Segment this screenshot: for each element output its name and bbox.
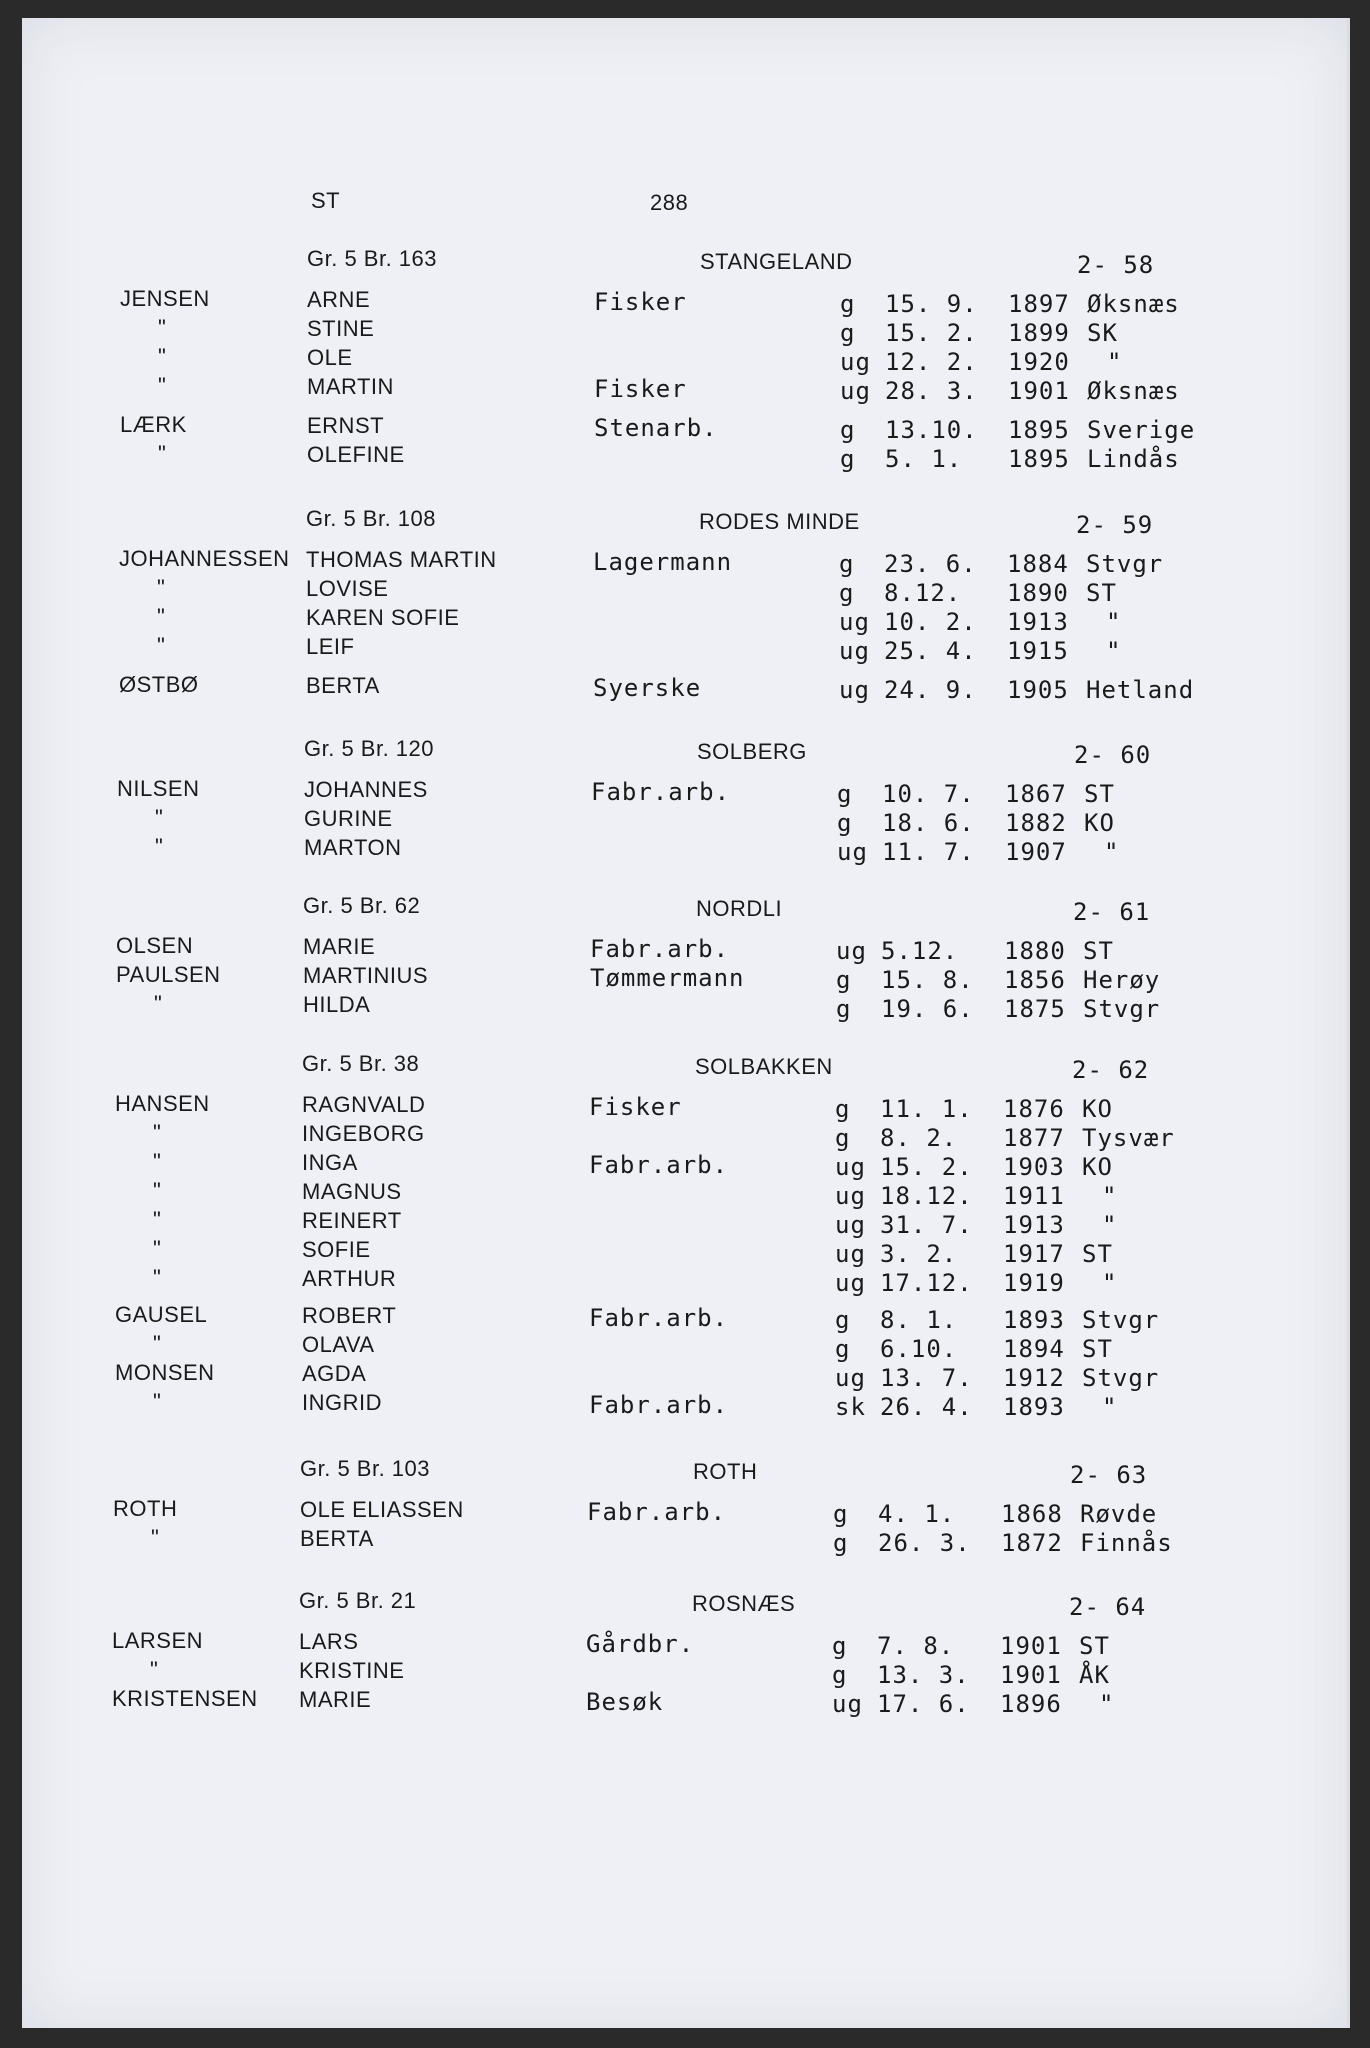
entry-birth-date: 7. 8. (877, 1632, 955, 1660)
entry-birth-date: 18.12. (880, 1182, 973, 1210)
entry-birthplace: Stvgr (1083, 995, 1161, 1023)
entry-birth-date: 17. 6. (877, 1690, 970, 1718)
entry-surname: " (153, 1331, 162, 1356)
group-farm-name: NORDLI (696, 896, 783, 921)
entry-birth-date: 4. 1. (878, 1500, 956, 1528)
entry-birth-year: 1893 (1003, 1393, 1065, 1421)
group-farm-name: RODES MINDE (699, 509, 860, 534)
entry-marital-status: g (837, 809, 853, 837)
entry-given-name: INGEBORG (302, 1121, 425, 1146)
entry-surname: " (158, 315, 167, 340)
entry-birth-date: 28. 3. (885, 377, 978, 405)
entry-birth-year: 1890 (1007, 579, 1069, 607)
entry-marital-status: ug (832, 1690, 863, 1718)
entry-marital-status: g (840, 416, 856, 444)
entry-birth-date: 31. 7. (880, 1211, 973, 1239)
entry-marital-status: ug (835, 1364, 866, 1392)
entry-birth-date: 10. 7. (882, 780, 975, 808)
entry-birth-year: 1895 (1008, 416, 1070, 444)
entry-given-name: MARIE (299, 1687, 372, 1712)
entry-surname: " (151, 1525, 160, 1550)
entry-birthplace: Herøy (1083, 966, 1161, 994)
entry-birth-date: 13.10. (885, 416, 978, 444)
group-reference: 2- 63 (1070, 1461, 1148, 1489)
entry-surname: " (157, 604, 166, 629)
entry-birthplace: " (1107, 348, 1123, 376)
group-reference: 2- 58 (1077, 251, 1155, 279)
entry-surname: " (158, 344, 167, 369)
entry-birth-year: 1882 (1005, 809, 1067, 837)
entry-surname: ROTH (113, 1496, 178, 1521)
entry-marital-status: g (833, 1500, 849, 1528)
entry-birth-year: 1917 (1003, 1240, 1065, 1268)
entry-given-name: ERNST (307, 413, 385, 438)
entry-birth-date: 18. 6. (882, 809, 975, 837)
entry-given-name: GURINE (304, 806, 393, 831)
entry-birthplace: SK (1087, 319, 1118, 347)
entry-birth-year: 1877 (1003, 1124, 1065, 1152)
group-farm-name: SOLBAKKEN (695, 1054, 833, 1079)
entry-birth-date: 3. 2. (880, 1240, 958, 1268)
group-farm-name: STANGELAND (700, 249, 853, 274)
entry-surname: " (155, 834, 164, 859)
group-reference: 2- 60 (1074, 741, 1152, 769)
entry-marital-status: g (840, 319, 856, 347)
entry-birthplace: ST (1084, 780, 1115, 808)
entry-surname: LARSEN (112, 1628, 204, 1653)
entry-occupation: Tømmermann (590, 964, 745, 992)
entry-given-name: OLE ELIASSEN (300, 1497, 464, 1522)
group-farm-name: ROSNÆS (692, 1591, 796, 1616)
entry-birth-date: 15. 9. (885, 290, 978, 318)
entry-birth-year: 1912 (1003, 1364, 1065, 1392)
entry-birth-year: 1880 (1004, 937, 1066, 965)
entry-birthplace: ST (1082, 1335, 1113, 1363)
entry-birth-year: 1919 (1003, 1269, 1065, 1297)
entry-birth-date: 11. 1. (880, 1095, 973, 1123)
entry-birth-date: 26. 3. (878, 1529, 971, 1557)
entry-birth-date: 13. 7. (880, 1364, 973, 1392)
entry-given-name: MAGNUS (302, 1179, 402, 1204)
entry-birth-year: 1907 (1005, 838, 1067, 866)
document-page (22, 18, 1347, 2028)
entry-birthplace: " (1102, 1182, 1118, 1210)
entry-occupation: Syerske (593, 674, 702, 702)
entry-marital-status: g (835, 1306, 851, 1334)
entry-occupation: Gårdbr. (586, 1630, 695, 1658)
entry-surname: " (158, 441, 167, 466)
entry-birth-year: 1913 (1007, 608, 1069, 636)
entry-given-name: MARTIN (307, 374, 394, 399)
entry-birthplace: " (1099, 1690, 1115, 1718)
entry-birth-year: 1893 (1003, 1306, 1065, 1334)
entry-given-name: STINE (307, 316, 375, 341)
entry-surname: " (157, 575, 166, 600)
entry-birth-year: 1901 (1000, 1632, 1062, 1660)
entry-given-name: MARTINIUS (303, 963, 429, 988)
entry-birth-year: 1920 (1008, 348, 1070, 376)
entry-marital-status: ug (835, 1269, 866, 1297)
entry-marital-status: ug (835, 1182, 866, 1210)
entry-given-name: MARTON (304, 835, 402, 860)
group-cadastral-number: Gr. 5 Br. 163 (307, 246, 438, 271)
entry-birth-date: 8. 2. (880, 1124, 958, 1152)
entry-given-name: OLEFINE (307, 442, 405, 467)
entry-given-name: LARS (299, 1629, 359, 1654)
page-number: 288 (650, 190, 689, 215)
entry-birthplace: Røvde (1080, 1500, 1158, 1528)
entry-surname: " (157, 633, 166, 658)
entry-birthplace: Øksnæs (1087, 377, 1180, 405)
entry-marital-status: g (835, 1335, 851, 1363)
entry-marital-status: ug (835, 1240, 866, 1268)
entry-birth-year: 1901 (1000, 1661, 1062, 1689)
entry-marital-status: g (840, 290, 856, 318)
entry-birthplace: ST (1083, 937, 1114, 965)
entry-birthplace: Stvgr (1086, 550, 1164, 578)
group-reference: 2- 59 (1076, 511, 1154, 539)
entry-surname: " (158, 373, 167, 398)
entry-given-name: BERTA (300, 1526, 374, 1551)
entry-birthplace: Stvgr (1082, 1306, 1160, 1334)
entry-birth-date: 25. 4. (884, 637, 977, 665)
group-reference: 2- 61 (1073, 898, 1151, 926)
entry-birthplace: Sverige (1087, 416, 1196, 444)
entry-birthplace: Tysvær (1082, 1124, 1175, 1152)
entry-birth-year: 1876 (1003, 1095, 1065, 1123)
entry-surname: MONSEN (115, 1360, 215, 1385)
entry-given-name: ARNE (307, 287, 371, 312)
entry-surname: HANSEN (115, 1091, 210, 1116)
entry-marital-status: g (836, 966, 852, 994)
group-cadastral-number: Gr. 5 Br. 108 (306, 506, 437, 531)
entry-marital-status: ug (840, 348, 871, 376)
group-cadastral-number: Gr. 5 Br. 21 (299, 1588, 417, 1613)
entry-surname: JOHANNESSEN (119, 546, 290, 571)
entry-birth-date: 5.12. (881, 937, 959, 965)
entry-birth-year: 1899 (1008, 319, 1070, 347)
entry-birthplace: " (1104, 838, 1120, 866)
entry-birthplace: " (1106, 637, 1122, 665)
entry-birthplace: Lindås (1087, 445, 1180, 473)
entry-marital-status: g (839, 579, 855, 607)
entry-given-name: ROBERT (302, 1303, 397, 1328)
group-farm-name: ROTH (693, 1459, 758, 1484)
entry-surname: " (155, 805, 164, 830)
page-code: ST (311, 188, 341, 213)
group-farm-name: SOLBERG (697, 739, 807, 764)
entry-birth-year: 1872 (1001, 1529, 1063, 1557)
entry-birth-year: 1868 (1001, 1500, 1063, 1528)
entry-marital-status: g (839, 550, 855, 578)
entry-birthplace: KO (1082, 1095, 1113, 1123)
entry-birth-date: 24. 9. (884, 676, 977, 704)
entry-marital-status: ug (840, 377, 871, 405)
entry-occupation: Fabr.arb. (590, 935, 730, 963)
entry-birth-date: 23. 6. (884, 550, 977, 578)
entry-occupation: Fisker (594, 375, 687, 403)
entry-birthplace: " (1106, 608, 1122, 636)
entry-surname: GAUSEL (115, 1302, 208, 1327)
entry-given-name: KRISTINE (299, 1658, 405, 1683)
entry-surname: OLSEN (116, 933, 194, 958)
entry-marital-status: sk (835, 1393, 866, 1421)
entry-birth-date: 10. 2. (884, 608, 977, 636)
entry-given-name: INGA (302, 1150, 358, 1175)
entry-given-name: ARTHUR (302, 1266, 397, 1291)
group-reference: 2- 62 (1072, 1056, 1150, 1084)
entry-marital-status: g (835, 1095, 851, 1123)
entry-birth-date: 12. 2. (885, 348, 978, 376)
entry-given-name: BERTA (306, 673, 380, 698)
entry-occupation: Fabr.arb. (587, 1498, 727, 1526)
entry-surname: LÆRK (120, 412, 187, 437)
entry-birthplace: Øksnæs (1087, 290, 1180, 318)
entry-marital-status: g (832, 1661, 848, 1689)
entry-birth-date: 15. 2. (880, 1153, 973, 1181)
entry-birthplace: ST (1086, 579, 1117, 607)
entry-occupation: Fabr.arb. (589, 1151, 729, 1179)
entry-marital-status: ug (839, 608, 870, 636)
entry-given-name: RAGNVALD (302, 1092, 426, 1117)
entry-marital-status: ug (837, 838, 868, 866)
entry-birth-date: 15. 2. (885, 319, 978, 347)
entry-given-name: HILDA (303, 992, 371, 1017)
entry-birthplace: " (1102, 1211, 1118, 1239)
entry-marital-status: ug (835, 1211, 866, 1239)
entry-birthplace: " (1102, 1269, 1118, 1297)
entry-surname: " (153, 1236, 162, 1261)
entry-occupation: Fabr.arb. (589, 1304, 729, 1332)
entry-given-name: LOVISE (306, 576, 389, 601)
entry-birth-year: 1894 (1003, 1335, 1065, 1363)
entry-birth-date: 19. 6. (881, 995, 974, 1023)
entry-occupation: Lagermann (593, 548, 733, 576)
entry-occupation: Besøk (586, 1688, 664, 1716)
entry-surname: " (153, 1120, 162, 1145)
entry-surname: NILSEN (117, 776, 200, 801)
entry-given-name: REINERT (302, 1208, 402, 1233)
entry-surname: ØSTBØ (119, 672, 199, 697)
entry-marital-status: g (837, 780, 853, 808)
entry-birth-year: 1896 (1000, 1690, 1062, 1718)
page-edge (1347, 18, 1350, 2028)
entry-marital-status: ug (836, 937, 867, 965)
entry-surname: KRISTENSEN (112, 1686, 258, 1711)
entry-given-name: INGRID (302, 1390, 382, 1415)
entry-birthplace: ÅK (1079, 1661, 1110, 1689)
entry-birth-date: 6.10. (880, 1335, 958, 1363)
entry-marital-status: g (832, 1632, 848, 1660)
entry-birth-date: 17.12. (880, 1269, 973, 1297)
entry-given-name: THOMAS MARTIN (306, 547, 497, 572)
entry-marital-status: g (833, 1529, 849, 1557)
entry-given-name: JOHANNES (304, 777, 428, 802)
entry-marital-status: g (835, 1124, 851, 1152)
entry-marital-status: ug (839, 676, 870, 704)
entry-occupation: Fisker (594, 288, 687, 316)
entry-surname: " (153, 1178, 162, 1203)
entry-birth-year: 1913 (1003, 1211, 1065, 1239)
entry-given-name: MARIE (303, 934, 376, 959)
entry-birth-date: 13. 3. (877, 1661, 970, 1689)
entry-birth-year: 1901 (1008, 377, 1070, 405)
entry-occupation: Fisker (589, 1093, 682, 1121)
entry-given-name: SOFIE (302, 1237, 371, 1262)
entry-birth-year: 1905 (1007, 676, 1069, 704)
entry-given-name: OLE (307, 345, 353, 370)
group-cadastral-number: Gr. 5 Br. 103 (300, 1456, 431, 1481)
entry-given-name: OLAVA (302, 1332, 375, 1357)
entry-surname: JENSEN (120, 286, 210, 311)
entry-birthplace: Stvgr (1082, 1364, 1160, 1392)
entry-marital-status: g (840, 445, 856, 473)
entry-birth-date: 26. 4. (880, 1393, 973, 1421)
entry-birthplace: KO (1084, 809, 1115, 837)
entry-birth-year: 1884 (1007, 550, 1069, 578)
entry-birth-year: 1903 (1003, 1153, 1065, 1181)
entry-birthplace: Hetland (1086, 676, 1195, 704)
entry-birth-year: 1895 (1008, 445, 1070, 473)
entry-given-name: LEIF (306, 634, 355, 659)
entry-birth-date: 15. 8. (881, 966, 974, 994)
entry-birthplace: ST (1082, 1240, 1113, 1268)
entry-surname: " (153, 1149, 162, 1174)
group-cadastral-number: Gr. 5 Br. 62 (303, 893, 421, 918)
group-cadastral-number: Gr. 5 Br. 120 (304, 736, 435, 761)
entry-birth-year: 1867 (1005, 780, 1067, 808)
entry-surname: " (153, 1207, 162, 1232)
group-reference: 2- 64 (1069, 1593, 1147, 1621)
entry-birth-date: 8. 1. (880, 1306, 958, 1334)
entry-occupation: Fabr.arb. (591, 778, 731, 806)
entry-birthplace: ST (1079, 1632, 1110, 1660)
entry-birthplace: Finnås (1080, 1529, 1173, 1557)
entry-surname: PAULSEN (116, 962, 221, 987)
entry-birth-date: 8.12. (884, 579, 962, 607)
entry-surname: " (154, 991, 163, 1016)
entry-birth-year: 1915 (1007, 637, 1069, 665)
entry-marital-status: g (836, 995, 852, 1023)
entry-birth-date: 11. 7. (882, 838, 975, 866)
entry-birth-year: 1875 (1004, 995, 1066, 1023)
entry-birth-year: 1856 (1004, 966, 1066, 994)
entry-surname: " (153, 1389, 162, 1414)
entry-birth-year: 1911 (1003, 1182, 1065, 1210)
entry-surname: " (153, 1265, 162, 1290)
entry-occupation: Stenarb. (594, 414, 718, 442)
entry-birth-date: 5. 1. (885, 445, 963, 473)
entry-occupation: Fabr.arb. (589, 1391, 729, 1419)
entry-surname: " (150, 1657, 159, 1682)
entry-birthplace: " (1102, 1393, 1118, 1421)
entry-given-name: KAREN SOFIE (306, 605, 460, 630)
entry-birth-year: 1897 (1008, 290, 1070, 318)
entry-marital-status: ug (839, 637, 870, 665)
entry-birthplace: KO (1082, 1153, 1113, 1181)
entry-marital-status: ug (835, 1153, 866, 1181)
entry-given-name: AGDA (302, 1361, 367, 1386)
group-cadastral-number: Gr. 5 Br. 38 (302, 1051, 420, 1076)
